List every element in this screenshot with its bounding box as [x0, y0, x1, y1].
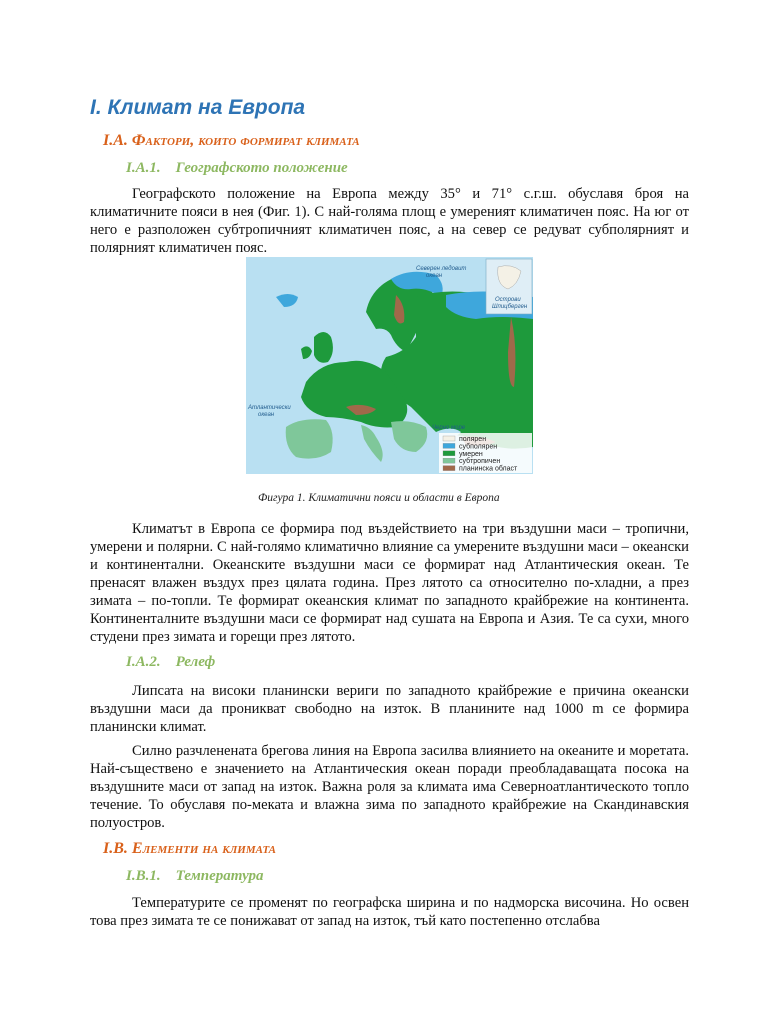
legend-label-3: субтропичен: [459, 458, 501, 466]
legend-label-0: полярен: [459, 436, 487, 443]
section-a-title: I.A. Фактори, които формират климата: [103, 132, 360, 149]
paragraph-relief-2: Силно разчленената брегова линия на Европа засилва влиянието на океаните и моретата. Най-съществено е значението на Атлантическия океан поради преобладаващата посока на въздушните маси от запад на изток. Важна роля за климата има Северноатлантическото топло течение. То обуславя по-меката и влажна зима по западното крайбрежие на Скандинавския полуостров.: [90, 743, 689, 831]
paragraph-geographic-position: Географското положение на Европа между 35° и 71° с.г.ш. обуславя броя на климатичните пояси в нея (Фиг. 1). С най-голяма площ е умереният климатичен пояс. На юг от него е разположен субтропичният климатичен пояс, а на север се редуват субполярният и полярният климатичен пояс.: [90, 186, 689, 256]
label-black-sea: Черно море: [432, 425, 466, 431]
label-atlantic-line2: океан: [258, 412, 275, 418]
british-isles: [314, 332, 333, 363]
legend-swatch-4: [443, 466, 455, 471]
heading-climate-of-europe: I. Климат на Европа: [90, 96, 306, 119]
legend-label-4: планинска област: [459, 465, 518, 473]
paragraph-relief-1: Липсата на високи планински вериги по западното крайбрежие е причина океански въздушни маси да проникват свободно на изток. В планините над 1000 m се формира планински климат.: [90, 683, 689, 735]
label-svalbard-line1: Острови: [495, 297, 521, 303]
legend-swatch-2: [443, 451, 455, 456]
legend-swatch-1: [443, 443, 455, 448]
figure-caption: Фигура 1. Климатични пояси и области в Европа: [258, 492, 500, 504]
label-atlantic-line1: Атлантически: [248, 405, 291, 411]
legend-swatch-3: [443, 458, 455, 463]
paragraph-temperature: Температурите се променят по географска ширина и по надморска височина. Но освен това през зимата те се понижават от запад на изток, тъй като постепенно отслабва: [90, 895, 689, 929]
legend-label-2: умерен: [459, 450, 483, 458]
label-arctic-ocean-line2: океан: [426, 273, 443, 279]
label-svalbard-line2: Шпицберген: [492, 304, 528, 310]
subsection-a1-title: I.A.1. Географското положение: [126, 160, 348, 176]
label-arctic-ocean-line1: Северен ледовит: [416, 266, 467, 272]
subsection-a2-title: I.A.2. Релеф: [126, 654, 216, 670]
map-legend: [439, 433, 532, 473]
section-b-title: I.B. Елементи на климата: [103, 840, 276, 857]
subsection-b1-title: I.B.1. Температура: [126, 868, 264, 884]
legend-swatch-0: [443, 436, 455, 441]
iberia-subtropical: [286, 419, 333, 458]
europe-climate-map-figure: [246, 257, 533, 474]
paragraph-air-masses: Климатът в Европа се формира под въздействието на три въздушни маси – тропични, умерени и полярни. С най-голямо климатично влияние са умерените въздушни маси – океански и континентални. Океанските въздушни маси се формират над Атлантическия океан. Те пренасят влажен въздух през цялата година. През лятото са относително по-хладни, а през зимата – по-топли. Те формират океанския климат по западното крайбрежие на континента. Континенталните въздушни маси се формират над сушата на Европа и Азия. Те са сухи, много студени през зимата и горещи през лятото.: [90, 521, 689, 645]
legend-label-1: субполярен: [459, 443, 498, 451]
europe-climate-map: [246, 257, 533, 474]
